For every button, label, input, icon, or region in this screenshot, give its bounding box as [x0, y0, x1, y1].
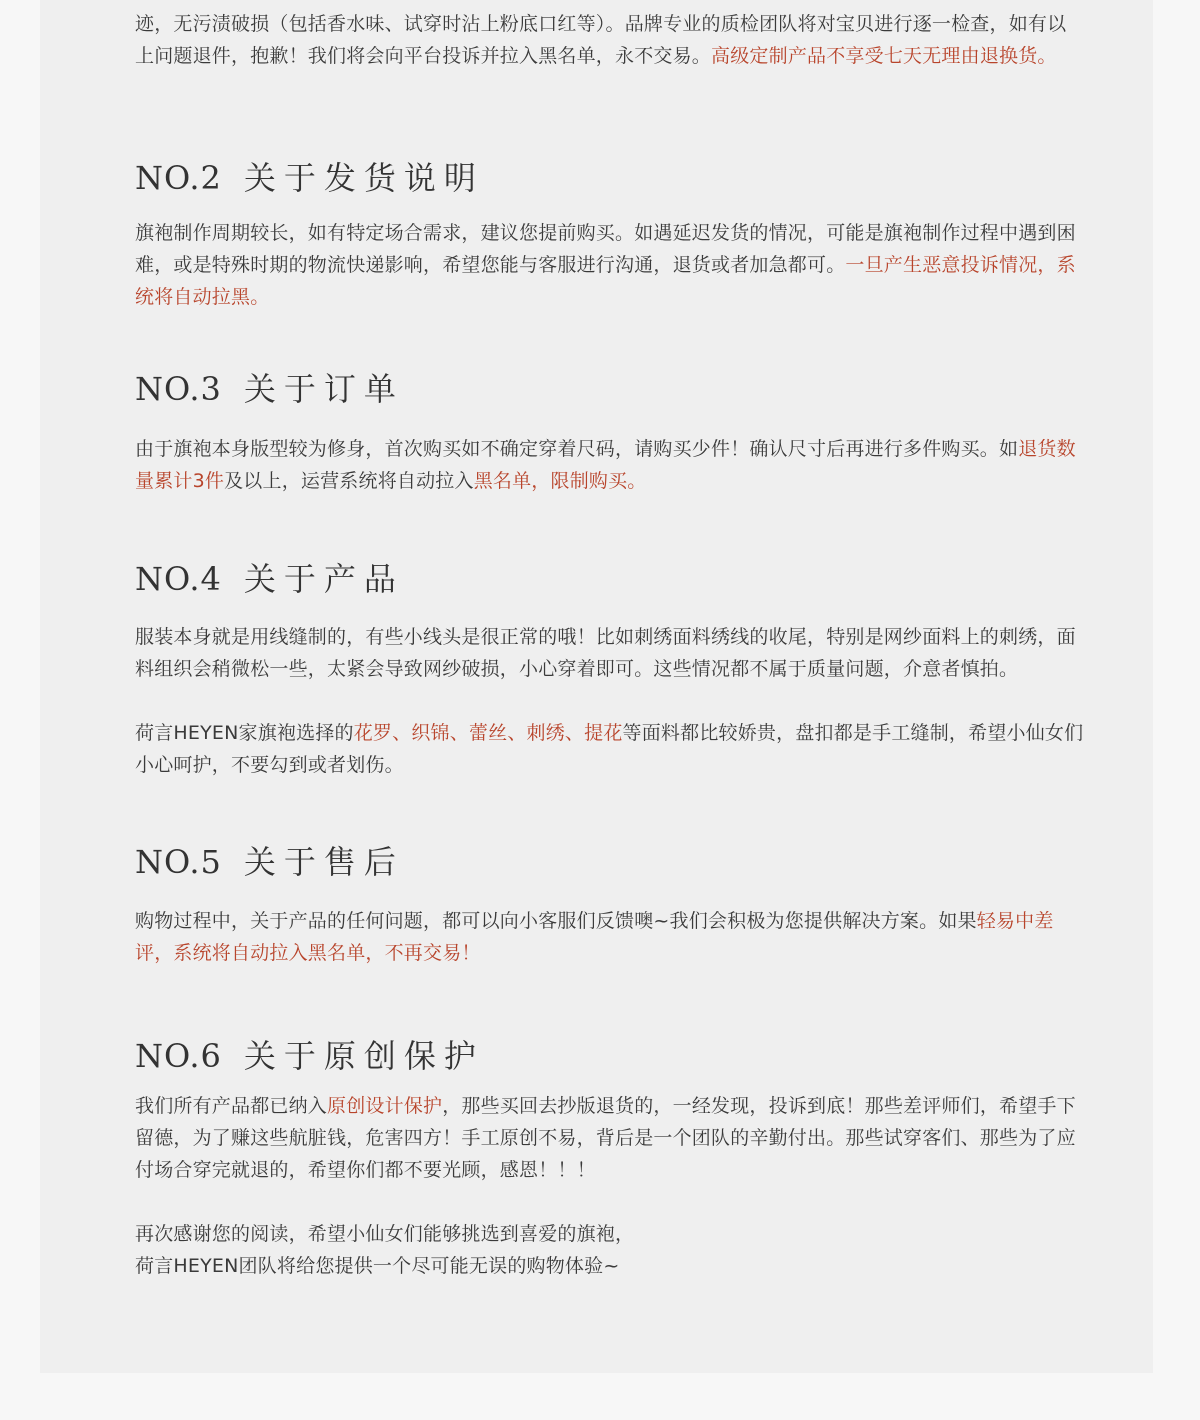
- orders-paragraph: [135, 433, 1085, 497]
- original-protection-paragraph: [135, 1090, 1085, 1186]
- section-number: NO.6: [135, 1037, 222, 1075]
- highlight-span: 一旦产生恶意投诉情况，系统将自动拉黑。: [135, 254, 1076, 308]
- section-title: 关于售后: [243, 843, 404, 881]
- section-title: 关于订单: [243, 370, 404, 408]
- closing-line-2: [135, 1250, 1085, 1282]
- section-number: NO.4: [135, 560, 222, 598]
- highlight-span: 原创设计保护: [327, 1095, 443, 1117]
- text-span: 及以上，运营系统将自动拉入: [224, 470, 474, 492]
- intro-paragraph: [135, 8, 1085, 72]
- section-number: NO.2: [135, 159, 222, 197]
- section-number: NO.5: [135, 843, 222, 881]
- highlight-span: 黑名单，限制购买。: [473, 470, 647, 492]
- highlight-span: 花罗、织锦、蕾丝、刺绣、提花: [353, 722, 623, 744]
- highlight-span: 高级定制产品不享受七天无理由退换货。: [711, 45, 1057, 67]
- shipping-paragraph: [135, 217, 1085, 313]
- text-span: 我们所有产品都已纳入: [135, 1095, 328, 1117]
- text-span: 服装本身就是用线缝制的，有些小线头是很正常的哦！比如刺绣面料绣线的收尾，特别是网纱面料上的刺绣，面料组织会稍微松一些，太紧会导致网纱破损，小心穿着即可。这些情况都不属于质量问题，介意者慎拍。: [135, 626, 1076, 680]
- section-heading-orders: [135, 369, 1085, 409]
- section-title: 关于发货说明: [243, 159, 484, 197]
- section-heading-original-protection: [135, 1036, 1085, 1076]
- text-span: 等面料都比较娇贵，盘扣都是手工缝制，希望小仙女们小心呵护，不要勾到或者划伤。: [135, 722, 1084, 776]
- product-paragraph-2: [135, 717, 1085, 781]
- text-span: 迹，无污渍破损（包括香水味、试穿时沾上粉底口红等）。品牌专业的质检团队将对宝贝进行逐一检查，如有以上问题退件，抱歉！我们将会向平台投诉并拉入黑名单，永不交易。: [135, 13, 1067, 67]
- section-title: 关于原创保护: [243, 1037, 484, 1075]
- highlight-span: 轻易中差评，系统将自动拉入黑名单，不再交易！: [135, 910, 1054, 964]
- highlight-span: 退货数量累计3件: [135, 438, 1076, 492]
- text-span: 旗袍制作周期较长，如有特定场合需求，建议您提前购买。如遇延迟发货的情况，可能是旗袍制作过程中遇到困难，或是特殊时期的物流快递影响，希望您能与客服进行沟通，退货或者加急都可。: [135, 222, 1076, 276]
- product-paragraph-1: [135, 621, 1085, 685]
- section-title: 关于产品: [243, 560, 404, 598]
- aftersales-paragraph: [135, 905, 1085, 969]
- text-span: 由于旗袍本身版型较为修身，首次购买如不确定穿着尺码，请购买少件！确认尺寸后再进行多件购买。如: [135, 438, 1019, 460]
- text-span: ，那些买回去抄版退货的，一经发现，投诉到底！那些差评师们，希望手下留德，为了赚这些航脏钱，危害四方！手工原创不易，背后是一个团队的辛勤付出。那些试穿客们、那些为了应付场合穿完就退的，希望你们都不要光顾，感恩！！！: [135, 1095, 1076, 1181]
- section-heading-shipping: [135, 158, 1085, 198]
- text-span: 购物过程中，关于产品的任何问题，都可以向小客服们反馈噢~我们会积极为您提供解决方案。如果: [135, 910, 977, 932]
- policy-panel: [40, 0, 1153, 1373]
- text-span: 荷言HEYEN团队将给您提供一个尽可能无误的购物体验~: [135, 1255, 620, 1277]
- text-span: 再次感谢您的阅读，希望小仙女们能够挑选到喜爱的旗袍，: [135, 1223, 635, 1245]
- section-number: NO.3: [135, 370, 222, 408]
- section-heading-product: [135, 559, 1085, 599]
- section-heading-aftersales: [135, 842, 1085, 882]
- closing-line-1: [135, 1218, 1085, 1250]
- text-span: 荷言HEYEN家旗袍选择的: [135, 722, 354, 744]
